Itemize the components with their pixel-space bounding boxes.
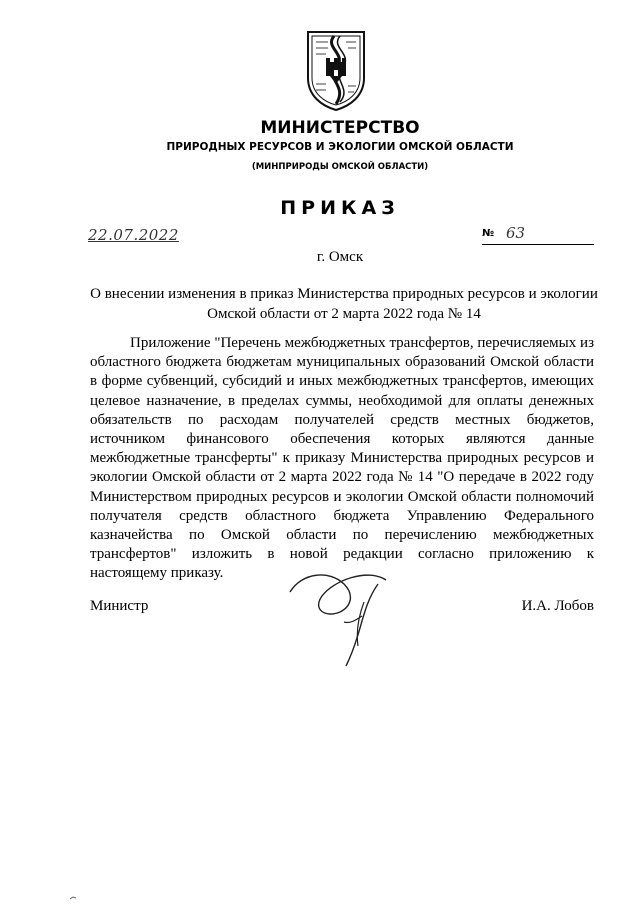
ministry-short-name: (МИНПРИРОДЫ ОМСКОЙ ОБЛАСТИ) <box>251 162 429 172</box>
ministry-full-name: ПРИРОДНЫХ РЕСУРСОВ И ЭКОЛОГИИ ОМСКОЙ ОБЛАСТИ <box>166 141 514 153</box>
signature-icon <box>282 562 392 670</box>
signer-title: Министр <box>90 598 149 614</box>
document-city: г. Омск <box>316 249 364 265</box>
signer-name: И.А. Лобов <box>521 598 594 614</box>
document-number: 63 <box>506 224 526 242</box>
document-number-field <box>482 224 594 245</box>
document-body: Приложение "Перечень межбюджетных трансфертов, перечисляемых из областного бюджета бюджетам муниципальных образований Омской области в форме субвенций, субсидий и иных межбюджетных трансфертов, имеющих целевое назначение, в пределах суммы, необходимой для оплаты денежных обязательств по расходам получателей средств местных бюджетов, источником финансового обеспечения которых являются данные межбюджетные трансферты" к приказу Министерства природных ресурсов и экологии Омской области от 2 марта 2022 года № 14 "О передаче в 2022 году Министерством природных ресурсов и экологии Омской области полномочий получателя средств областного бюджета Управлению Федерального казначейства по Омской области по перечислению межбюджетных трансфертов" изложить в новой редакции согласно приложению к настоящему приказу. <box>90 335 594 582</box>
document-date: 22.07.2022 <box>88 226 179 244</box>
document-type: ПРИКАЗ <box>280 197 400 219</box>
document-subject: О внесении изменения в приказ Министерства природных ресурсов и экологии Омской области от 2 марта 2022 года № 14 <box>90 286 598 322</box>
coat-of-arms-icon <box>304 28 368 112</box>
number-sign: № <box>482 228 495 239</box>
scan-artifact <box>70 896 76 900</box>
ministry-title: МИНИСТЕРСТВО <box>260 118 420 138</box>
